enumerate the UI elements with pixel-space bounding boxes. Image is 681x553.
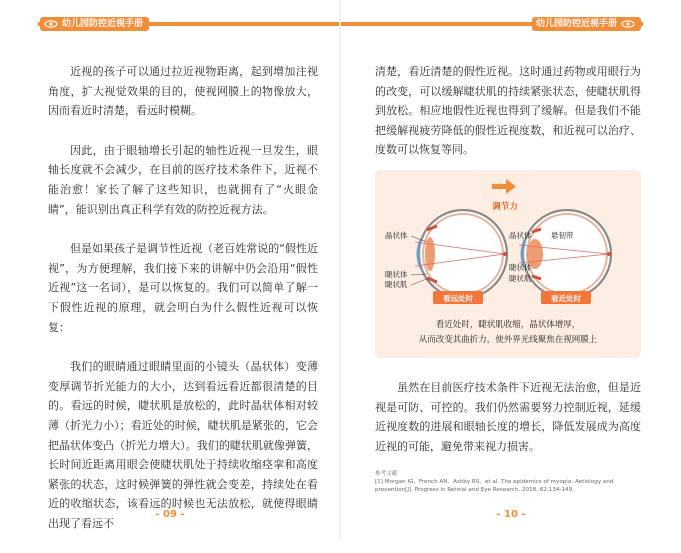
eye-far-illustration	[415, 210, 507, 298]
eye-icon	[621, 20, 635, 28]
paragraph: 但是如果孩子是调节性近视（老百姓常说的“假性近视”，为方便理解，我们接下来的讲解中仍会沿用“假性近视”这一名词），是可以恢复的。我们可以简单了解一下假性近视的原理，就会明白为什么假性近视可以恢复：	[48, 242, 318, 334]
header-badge	[40, 17, 149, 31]
header-badge	[532, 17, 641, 31]
label-lens-near: 晶状体	[509, 231, 532, 240]
header-title: 幼儿园防控近视手册	[535, 19, 617, 29]
paragraph: 我们的眼睛通过眼睛里面的小镜头（晶状体）变薄变厚调节折光能力的大小，达到看远看近都很清楚的目的。看远的时候，睫状肌是放松的，此时晶状体相对较薄（折光力小）；看近处的时候，睫状肌是紧张的，它会把晶状体变凸（折光力增大）。我们的睫状肌就像弹簧，长时间近距离用眼会使睫状肌处于持续收缩痉挛和高度紧张的状态，这时候弹簧的弹性就会变差，持续处在看近的收缩状态，该看远的时候也无法放松，就使得眼睛出现了看远不	[48, 360, 318, 530]
label-ciliary-body-far: 睫状体	[385, 270, 408, 279]
left-page	[0, 0, 340, 540]
right-page	[341, 0, 681, 540]
right-body-text-bottom	[375, 378, 641, 456]
references-title: 参考文献	[375, 471, 398, 477]
page-number: - 10 -	[496, 509, 526, 520]
eye-near-illustration	[519, 210, 611, 298]
paragraph: 因此，由于眼轴增长引起的轴性近视一旦发生，眼轴长度就不会减少，在目前的医疗技术条件下，近视不能治愈！家长了解了这些知识，也就拥有了“火眼金睛”，能识别出真正科学有效的防控近视方法。	[48, 143, 318, 216]
paragraph: 清楚，看近清楚的假性近视。这时通过药物或用眼行为的改变，可以缓解睫状肌的持续紧张状态，使睫状肌得到放松。相应地假性近视也得到了缓解。但是我们不能把缓解视疲劳降低的假性近视度数，和近视可以治疗、度数可以恢复等同。	[375, 65, 641, 157]
figure-caption-line: 看近处时，睫状肌收缩，晶状体增厚，	[435, 320, 581, 330]
paragraph: 虽然在目前医疗技术条件下近视无法治愈，但是近视是可防、可控的。我们仍然需要努力控制近视，延缓近视度数的进展和眼轴长度的增长，降低发展成为高度近视的可能，避免带来视力损害。	[375, 381, 641, 453]
header-title: 幼儿园防控近视手册	[62, 19, 144, 29]
references	[375, 470, 641, 494]
state-label-near: 看近处时	[551, 294, 581, 303]
right-body-text	[375, 62, 641, 180]
left-body-text	[48, 62, 318, 553]
right-arrow-icon	[492, 179, 516, 194]
eye-accommodation-diagram	[375, 170, 641, 358]
label-zonule: 悬韧带	[551, 231, 574, 240]
label-ciliary-body-near: 睫状体	[509, 263, 532, 272]
label-ciliary-muscle-far: 睫状肌	[385, 280, 408, 289]
state-label-far: 看远处时	[443, 294, 473, 303]
page-number: - 09 -	[155, 509, 185, 520]
eye-icon	[44, 20, 58, 28]
figure-caption-line: 从而改变其曲折力，使外界光线聚焦在视网膜上	[418, 335, 598, 345]
label-lens-far: 晶状体	[385, 231, 408, 240]
paragraph: 近视的孩子可以通过拉近视物距离，起到增加注视角度，扩大视觉效果的目的，使视网膜上的物像放大，因而看近时清楚，看远时模糊。	[48, 65, 318, 118]
arrow-label: 调节力	[492, 202, 518, 212]
label-ciliary-muscle-near: 睫状肌	[509, 274, 532, 283]
reference-item: [1] Morgan IG，French AN，Ashby RS，et al. The epidemics of myopia: Aetiology and prevention[J]. Progress in Retinal and Eye Research, 2018, 62:134-149.	[375, 479, 614, 493]
